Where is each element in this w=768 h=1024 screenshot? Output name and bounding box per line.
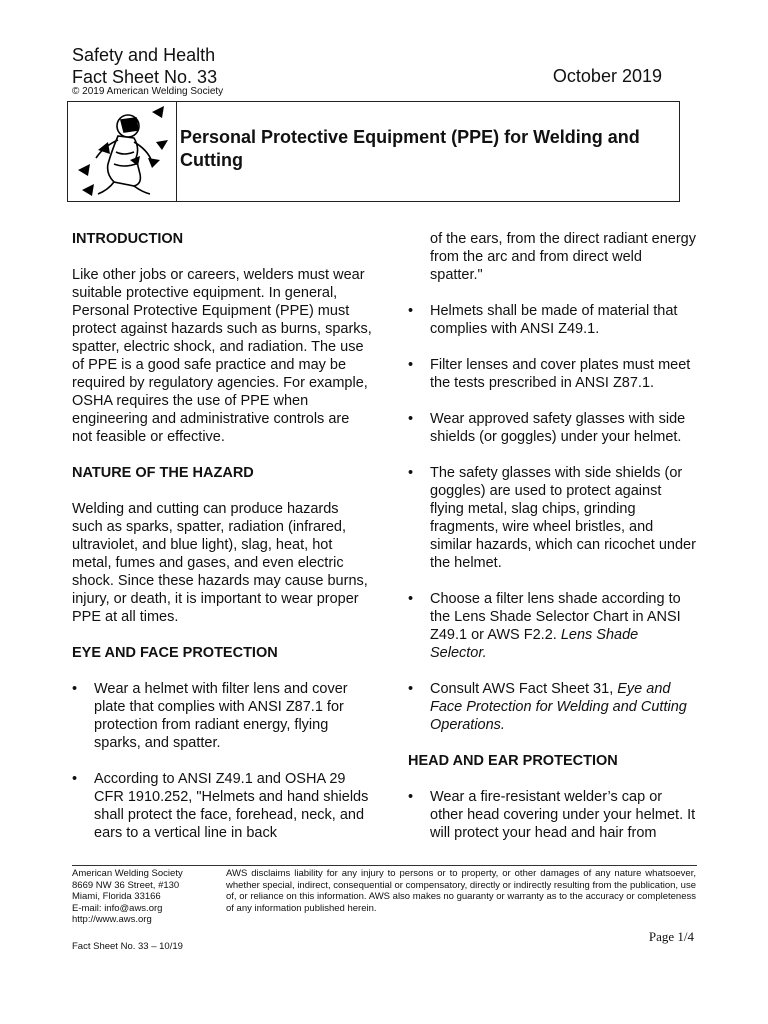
copyright-notice: © 2019 American Welding Society: [72, 86, 224, 97]
list-item: • Filter lenses and cover plates must meet the tests prescribed in ANSI Z87.1.: [408, 356, 698, 392]
introduction-paragraph: Like other jobs or careers, welders must wear suitable protective equipment. In general, Personal Protective Equipment (PPE) must protect against hazards such as burns, sparks, spatter, electric shock, and radiation. The use of PPE is a good safe practice and may be required by regulatory agencies. For example, OSHA requires the use of PPE when engineering and administrative controls are not feasible or effective.: [72, 267, 372, 445]
section-heading-eye-face: EYE AND FACE PROTECTION: [72, 645, 278, 661]
title-box: [67, 101, 680, 202]
page-title: Personal Protective Equipment (PPE) for Welding and Cutting: [180, 127, 640, 170]
list-item-consult: [408, 680, 698, 734]
address-email[interactable]: E-mail: info@aws.org: [72, 902, 163, 914]
section-heading-introduction: INTRODUCTION: [72, 231, 184, 247]
page-number: Page 1/4: [648, 929, 694, 944]
left-column: [72, 230, 372, 842]
welder-icon: [68, 102, 176, 201]
list-item-lens-shade: [408, 590, 698, 662]
fact-sheet-number: Fact Sheet No. 33: [72, 67, 218, 87]
welder-illustration: [68, 102, 177, 201]
eye-face-list: [72, 680, 372, 842]
consult-reference: Eye and Face Protection for Welding and Cutting Operations.: [430, 681, 687, 733]
address-line: 8669 NW 36 Street, #130: [72, 879, 180, 891]
eye-face-list-continued: [408, 302, 698, 734]
hazard-paragraph: Welding and cutting can produce hazards such as sparks, spatter, radiation (infrared, ultraviolet, and blue light), slag, heat, hot metal, fumes and gases, and even electric shock. Since these hazards may cause burns, injury, or death, it is important to wear proper PPE at all times.: [72, 501, 368, 625]
list-item: • The safety glasses with side shields (or goggles) are used to protect against flying metal, slag chips, grinding fragments, wire wheel bristles, and similar hazards, which can ricochet under the helmet.: [408, 464, 698, 572]
publication-date: October 2019: [552, 66, 662, 86]
address-line: American Welding Society: [72, 868, 183, 879]
head-ear-list: [408, 788, 698, 842]
section-heading-hazard: NATURE OF THE HAZARD: [72, 465, 254, 481]
consult-text: Consult AWS Fact Sheet 31,: [430, 681, 614, 697]
list-item: • According to ANSI Z49.1 and OSHA 29 CFR 1910.252, "Helmets and hand shields shall protect the face, forehead, neck, and ears to a vertical line in back: [72, 770, 372, 842]
series-title: Safety and Health: [72, 45, 216, 65]
footer-fact-sheet-ref: Fact Sheet No. 33 – 10/19: [72, 941, 183, 952]
document-series: [72, 44, 217, 88]
list-item: • Wear a helmet with filter lens and cover plate that complies with ANSI Z87.1 for protection from radiant energy, flying sparks, and spatter.: [72, 680, 372, 752]
lens-shade-reference: Lens Shade Selector.: [430, 627, 639, 661]
list-item: • Wear a fire-resistant welder’s cap or other head covering under your helmet. It will protect your head and hair from: [408, 788, 698, 842]
list-item: • Wear approved safety glasses with side shields (or goggles) under your helmet.: [408, 410, 698, 446]
list-item-continuation: of the ears, from the direct radiant energy from the arc and from direct weld spatter.": [430, 231, 696, 283]
right-column: [408, 230, 698, 842]
footer-address: [72, 868, 183, 926]
lens-shade-text: Choose a filter lens shade according to the Lens Shade Selector Chart in ANSI Z49.1 or AWS F2.2.: [430, 591, 681, 643]
footer-disclaimer: AWS disclaims liability for any injury to persons or to property, or other damages of any nature whatsoever, whether special, indirect, consequential or compensatory, directly or indirectly resulting from the publication, use of, or reliance on this information. AWS also makes no guaranty or warranty as to the accuracy or completeness of any information published herein.: [226, 868, 696, 914]
address-website[interactable]: http://www.aws.org: [72, 914, 152, 925]
footer-divider: [72, 865, 697, 866]
section-heading-head-ear: HEAD AND EAR PROTECTION: [408, 753, 618, 769]
address-line: Miami, Florida 33166: [72, 891, 161, 902]
list-item: • Helmets shall be made of material that complies with ANSI Z49.1.: [408, 302, 698, 338]
